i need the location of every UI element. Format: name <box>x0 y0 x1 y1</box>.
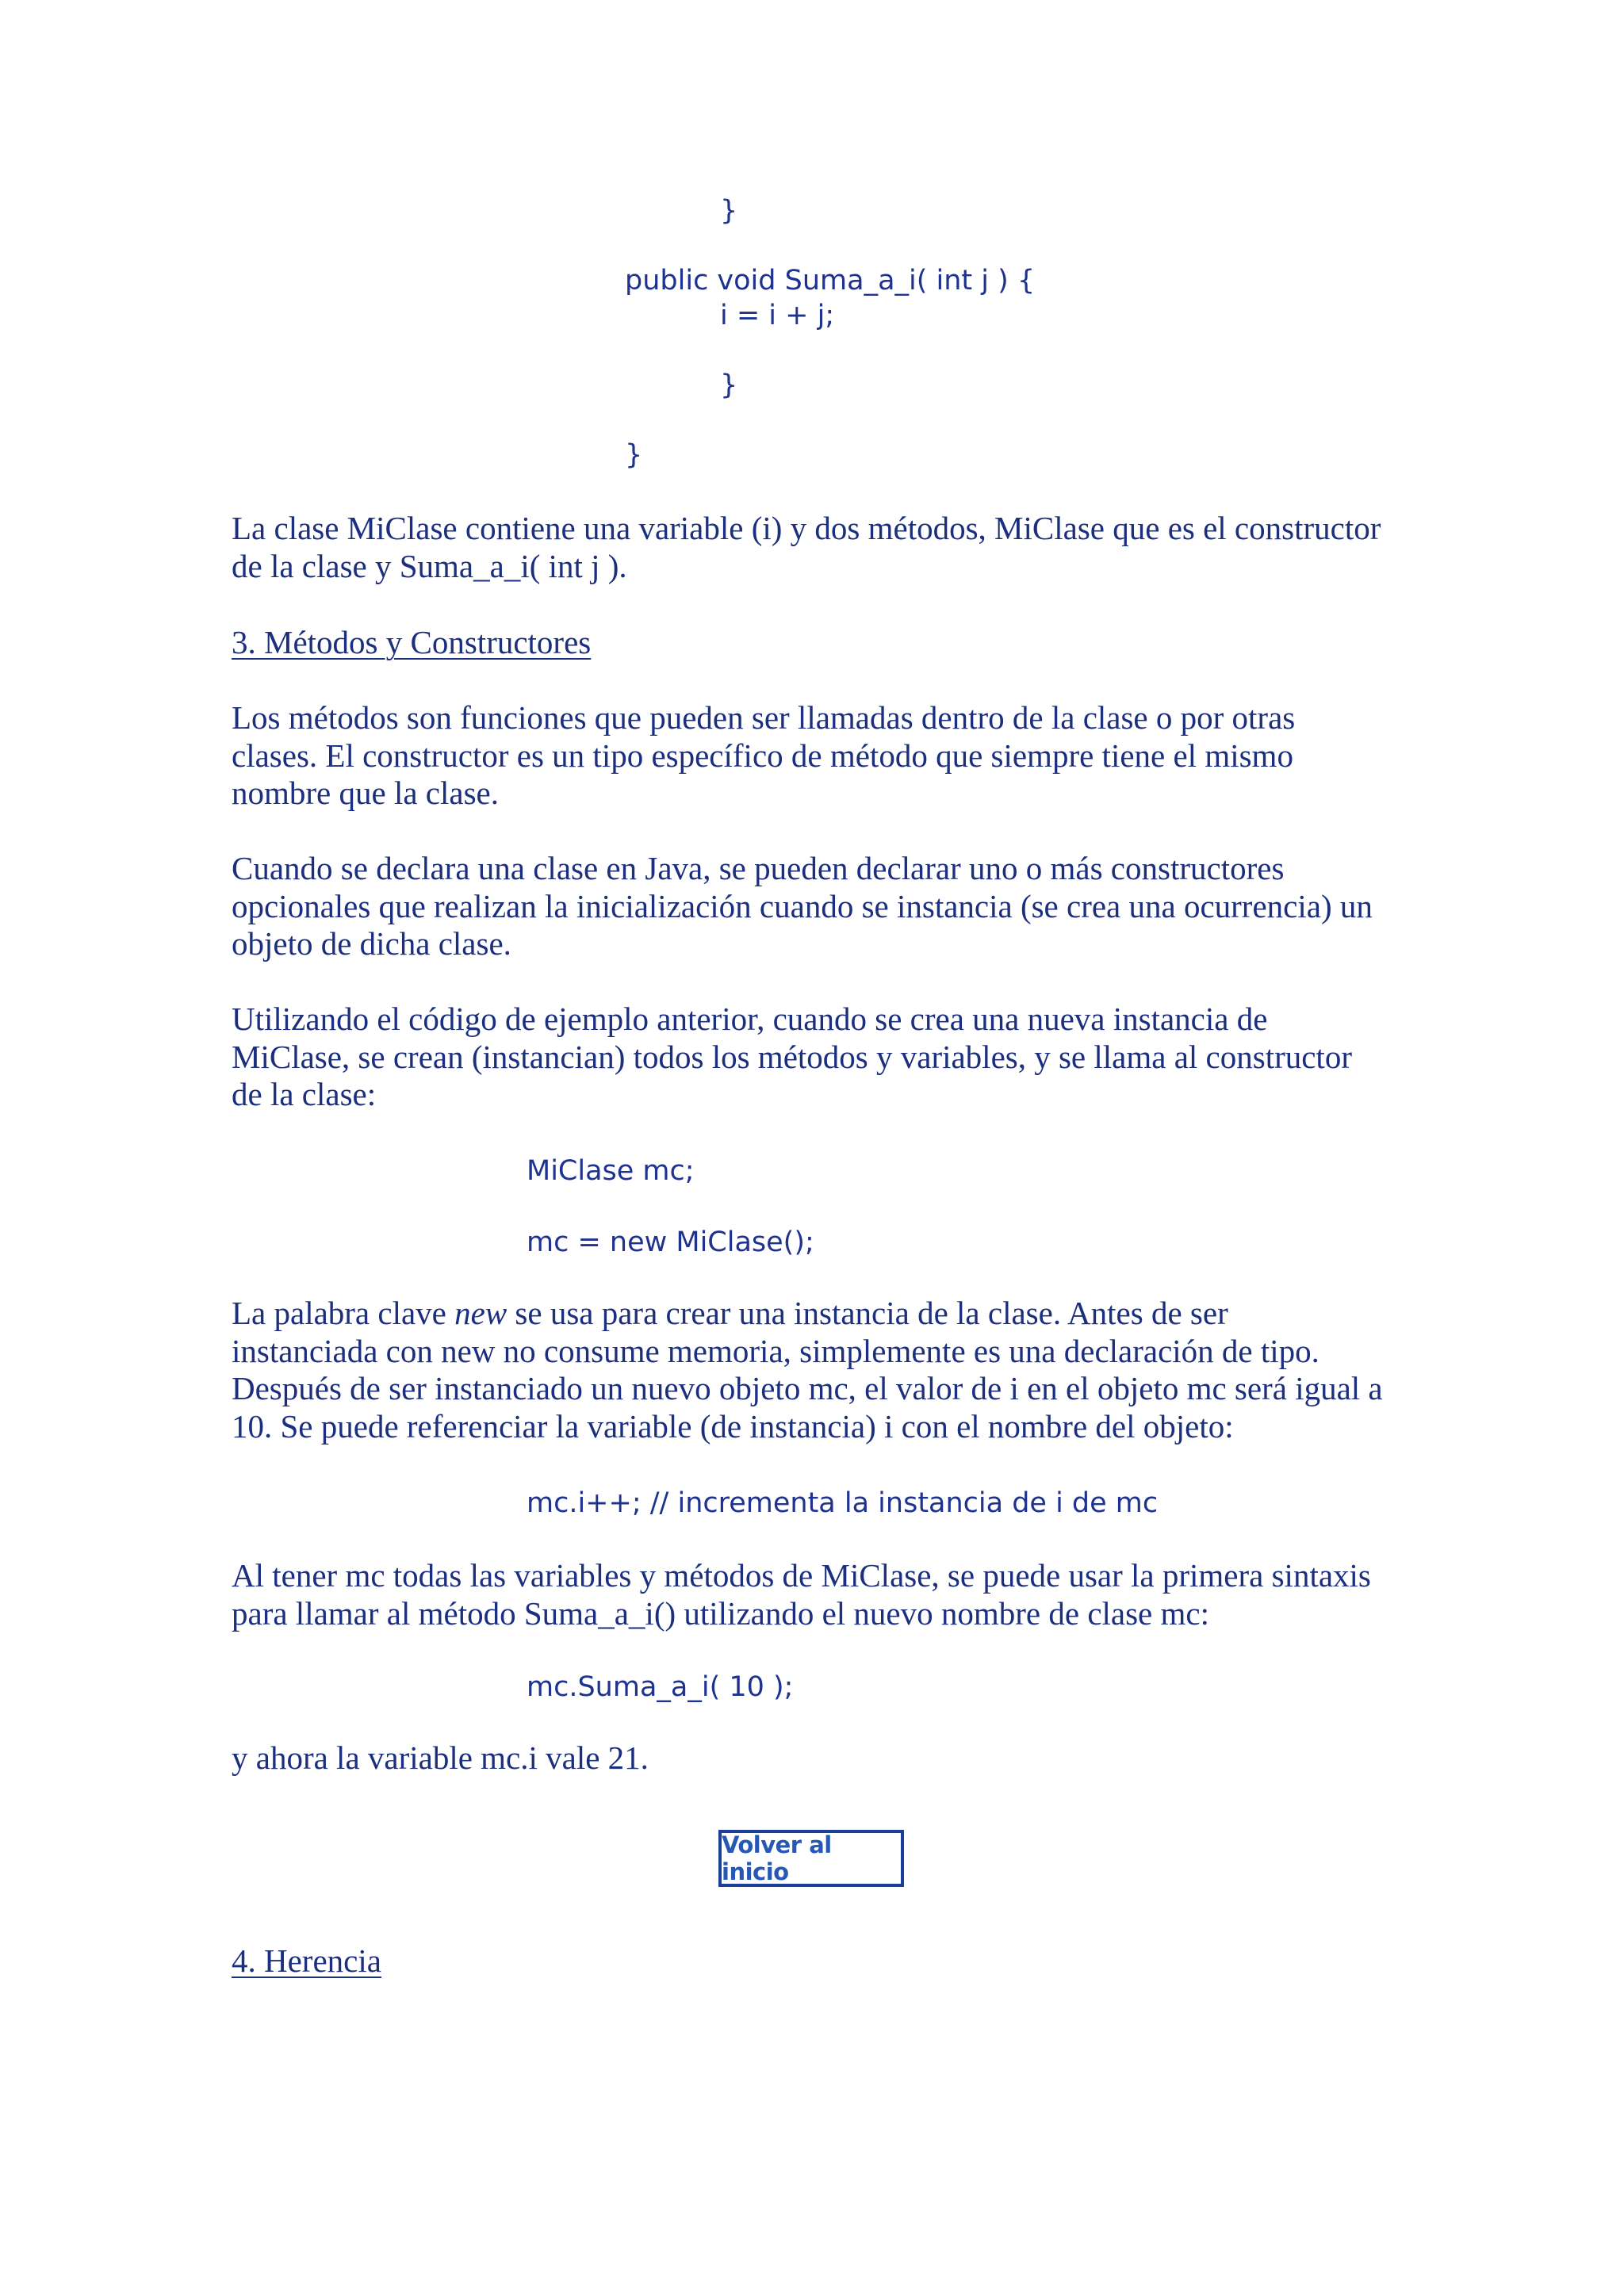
paragraph-palabra-new <box>232 1295 1405 1445</box>
text-line: Utilizando el código de ejemplo anterior, cuando se crea una nueva instancia de <box>232 1001 1268 1037</box>
section-heading-herencia[interactable]: 4. Herencia <box>232 1942 381 1979</box>
section-heading-metodos-constructores[interactable]: 3. Métodos y Constructores <box>232 624 592 660</box>
text-line: opcionales que realizan la inicialización cuando se instancia (se crea una ocurrencia) un <box>232 887 1373 924</box>
code-class-closing-brace: } <box>625 439 643 471</box>
text-line: 10. Se puede referenciar la variable (de instancia) i con el nombre del objeto: <box>232 1407 1234 1445</box>
text-line: instanciada con new no consume memoria, simplemente es una declaración de tipo. <box>232 1332 1320 1369</box>
code-method-call: mc.Suma_a_i( 10 ); <box>527 1671 794 1703</box>
back-to-start-button[interactable] <box>718 1830 904 1887</box>
text-run: La palabra clave <box>232 1295 455 1331</box>
text-line: clases. El constructor es un tipo específico de método que siempre tiene el mismo <box>232 737 1293 774</box>
code-increment: mc.i++; // incrementa la instancia de i de mc <box>527 1487 1159 1519</box>
back-to-start-label: Volver al inicio <box>722 1831 832 1885</box>
text-line: para llamar al método Suma_a_i() utilizando el nuevo nombre de clase mc: <box>232 1594 1209 1632</box>
code-declaration: MiClase mc; <box>527 1155 695 1187</box>
text-line: Después de ser instanciado un nuevo objeto mc, el valor de i en el objeto mc será igual a <box>232 1370 1383 1406</box>
paragraph-miclase-description <box>232 510 1405 585</box>
code-method-signature: public void Suma_a_i( int j ) { <box>625 265 1036 297</box>
paragraph-constructores-java <box>232 850 1405 963</box>
code-new-instance: mc = new MiClase(); <box>527 1226 814 1258</box>
text-line: objeto de dicha clase. <box>232 925 511 962</box>
text-line: nombre que la clase. <box>232 775 499 811</box>
text-line <box>232 1295 1405 1333</box>
paragraph-resultado <box>232 1739 1405 1777</box>
text-line: MiClase, se crean (instancian) todos los métodos y variables, y se llama al constructor <box>232 1038 1352 1075</box>
code-closing-brace: } <box>720 195 738 227</box>
paragraph-metodos <box>232 699 1405 813</box>
code-method-body: i = i + j; <box>720 300 835 331</box>
paragraph-ejemplo-instancia <box>232 1001 1405 1114</box>
text-run: se usa para crear una instancia de la clase. Antes de ser <box>507 1295 1228 1331</box>
text-line: y ahora la variable mc.i vale 21. <box>232 1739 649 1776</box>
text-line: de la clase y Suma_a_i( int j ). <box>232 547 627 584</box>
paragraph-sintaxis-metodo <box>232 1557 1405 1632</box>
keyword-new-emphasis: new <box>454 1295 508 1331</box>
code-method-closing-brace: } <box>720 369 738 401</box>
text-line: Al tener mc todas las variables y métodos de MiClase, se puede usar la primera sintaxis <box>232 1557 1371 1594</box>
text-line: Los métodos son funciones que pueden ser llamadas dentro de la clase o por otras <box>232 699 1296 736</box>
text-line: La clase MiClase contiene una variable (i) y dos métodos, MiClase que es el constructor <box>232 510 1381 546</box>
text-line: de la clase: <box>232 1076 377 1112</box>
text-line: Cuando se declara una clase en Java, se pueden declarar uno o más constructores <box>232 850 1285 886</box>
